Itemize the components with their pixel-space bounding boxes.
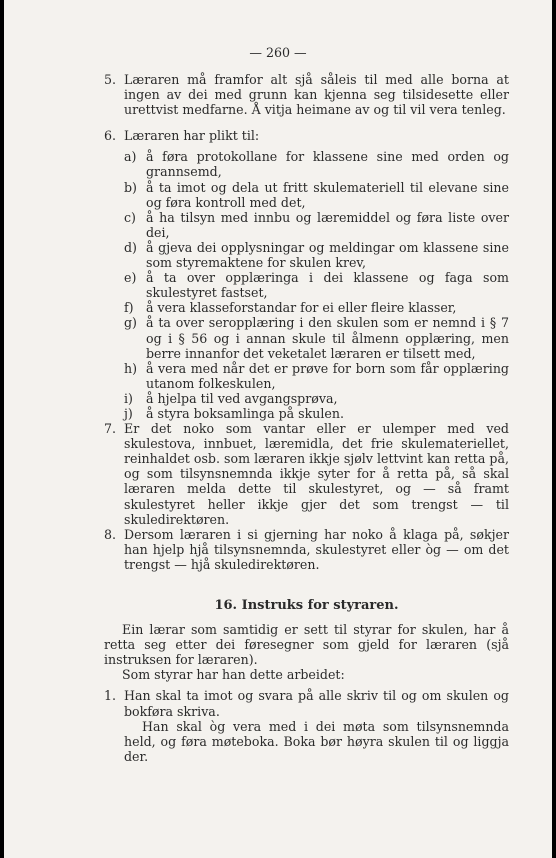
sublist-item-f: f) å vera klasseforstandar for ei eller fleire klasser, bbox=[124, 300, 457, 316]
sublist-item-g: g) å ta over seropplæring i den skulen som er nemnd i § 7 og i § 56 og i annan skule til ålmenn opplæring, men berre innanfor det veketalet læraren er tilsett med, bbox=[124, 315, 509, 361]
sublist-item-d: d) å gjeva dei opplysningar og meldingar om klassene sine som styremaktene for skulen krev, bbox=[124, 239, 509, 271]
sublist-item-b: b) å ta imot og dela ut fritt skulemateriell til elevane sine og føra kontroll med det, bbox=[124, 179, 509, 210]
page-number: — 260 — bbox=[249, 45, 307, 60]
list-item-7: 7. Er det noko som vantar eller er ulemper med ved skulestova, innbuet, læremidla, det frie skulemateriellet, reinhaldet osb. som læraren ikkje sjølv lettvint kan retta på, og som tilsynsnemnda ikkje syter for å retta på, så skal læraren melda dette til skulestyret, og — så framt skulestyret heller ikkje gjer det som trengst — til skuledirektøren. bbox=[104, 421, 509, 527]
list-item-6: 6. Læraren har plikt til: bbox=[104, 128, 260, 144]
sublist-item-a: a) å føra protokollane for klassene sine med orden og grannsemd, bbox=[124, 149, 509, 180]
intro-paragraph: Ein lærar som samtidig er sett til styrar for skulen, har å retta seg etter dei føresegner som gjeld for læraren (sjå instruksen for læraren). bbox=[104, 622, 509, 668]
section-16 bbox=[104, 598, 509, 764]
section-heading: 16. Instruks for styraren. bbox=[214, 598, 399, 613]
document-page bbox=[4, 0, 552, 858]
sublist-item-j: j) å styra boksamlinga på skulen. bbox=[124, 405, 344, 421]
list-item-text: Læraren må framfor alt sjå såleis til med alle borna at ingen av dei med grunn kan kjenna seg tilsidesette eller urettvist medfarne. Å vitja heimane av og til vil vera tenleg. bbox=[124, 72, 509, 118]
sublist bbox=[104, 149, 509, 421]
sublist-item-e: e) å ta over opplæringa i dei klassene og faga som skulestyret fastset, bbox=[124, 270, 509, 301]
upper-text-block bbox=[104, 72, 509, 572]
closing-paragraph: Han skal òg vera med i dei møta som tilsynsnemnda held, og føra møteboka. Boka bør høyra skulen til og liggja der. bbox=[124, 718, 509, 764]
sublist-item-c: c) å ha tilsyn med innbu og læremiddel og føra liste over dei, bbox=[124, 209, 509, 240]
sublist-item-h: h) å vera med når det er prøve for born som får opplæring utanom folkeskulen, bbox=[124, 360, 509, 391]
list-item-text: Er det noko som vantar eller er ulemper med ved skulestova, innbuet, læremidla, det frie skulemateriellet, reinhaldet osb. som læraren ikkje sjølv lettvint kan retta på, og som tilsynsnemnda ikkje syter for å retta på, så skal læraren melda dette til skulestyret, og — så framt skulestyret heller ikkje gjer det som trengst — til skuledirektøren. bbox=[124, 421, 509, 527]
sublist-item-i: i) å hjelpa til ved avgangsprøva, bbox=[124, 390, 338, 406]
list-item-5: 5. Læraren må framfor alt sjå såleis til med alle borna at ingen av dei med grunn kan kjenna seg tilsidesette eller urettvist medfarne. Å vitja heimane av og til vil vera tenleg. bbox=[104, 72, 509, 118]
list-item-1: 1. Han skal ta imot og svara på alle skriv til og om skulen og bokføra skriva. bbox=[104, 688, 509, 719]
list-item-8: 8. Dersom læraren i si gjerning har noko å klaga på, søkjer han hjelp hjå tilsynsnemnda, skulestyret eller òg — om det trengst — hjå skuledirektøren. bbox=[104, 526, 509, 572]
intro-paragraph: Som styrar har han dette arbeidet: bbox=[122, 667, 345, 683]
list-item-text: Dersom læraren i si gjerning har noko å klaga på, søkjer han hjelp hjå tilsynsnemnda, skulestyret eller òg — om det trengst — hjå skuledirektøren. bbox=[124, 526, 509, 572]
list-item-text: Læraren har plikt til: bbox=[124, 128, 260, 144]
list-item-text: Han skal ta imot og svara på alle skriv til og om skulen og bokføra skriva. bbox=[124, 688, 509, 719]
